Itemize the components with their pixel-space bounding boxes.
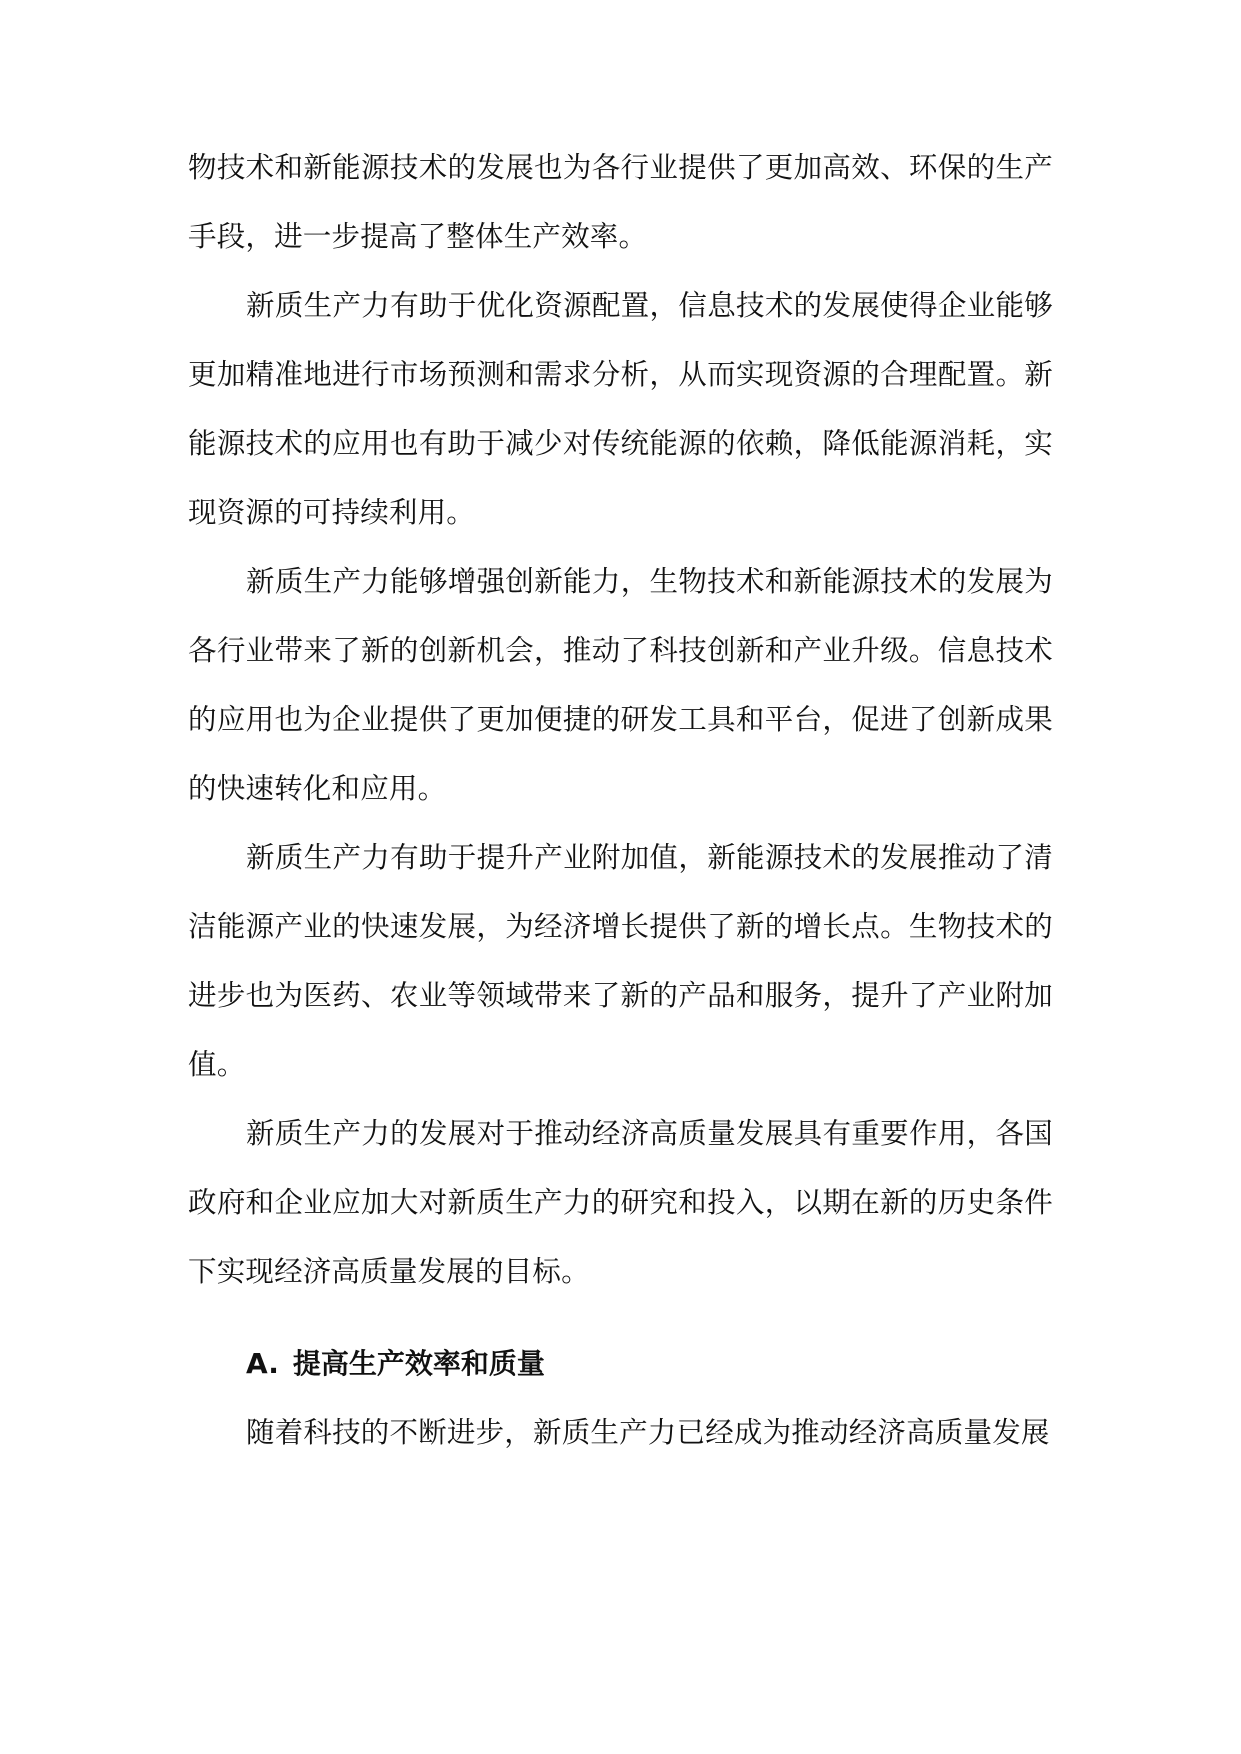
document-body bbox=[188, 133, 1053, 1467]
paragraph-section-intro: 随着科技的不断进步，新质生产力已经成为推动经济高质量发展 bbox=[246, 1416, 1050, 1449]
section-title: 提高生产效率和质量 bbox=[292, 1347, 545, 1380]
paragraph-resource-allocation: 新质生产力有助于优化资源配置，信息技术的发展使得企业能够更加精准地进行市场预测和需求分析，从而实现资源的合理配置。新能源技术的应用也有助于减少对传统能源的依赖，降低能源消耗，实现资源的可持续利用。 bbox=[188, 289, 1053, 529]
section-heading bbox=[188, 1329, 1053, 1398]
paragraph-innovation: 新质生产力能够增强创新能力，生物技术和新能源技术的发展为各行业带来了新的创新机会，推动了科技创新和产业升级。信息技术的应用也为企业提供了更加便捷的研发工具和平台，促进了创新成果的快速转化和应用。 bbox=[188, 565, 1053, 805]
paragraph-added-value: 新质生产力有助于提升产业附加值，新能源技术的发展推动了清洁能源产业的快速发展，为经济增长提供了新的增长点。生物技术的进步也为医药、农业等领域带来了新的产品和服务，提升了产业附加值。 bbox=[188, 841, 1053, 1081]
paragraph-conclusion: 新质生产力的发展对于推动经济高质量发展具有重要作用，各国政府和企业应加大对新质生产力的研究和投入，以期在新的历史条件下实现经济高质量发展的目标。 bbox=[188, 1117, 1053, 1288]
section-label: A. bbox=[246, 1347, 279, 1380]
paragraph-continuation: 物技术和新能源技术的发展也为各行业提供了更加高效、环保的生产手段，进一步提高了整体生产效率。 bbox=[188, 151, 1053, 253]
